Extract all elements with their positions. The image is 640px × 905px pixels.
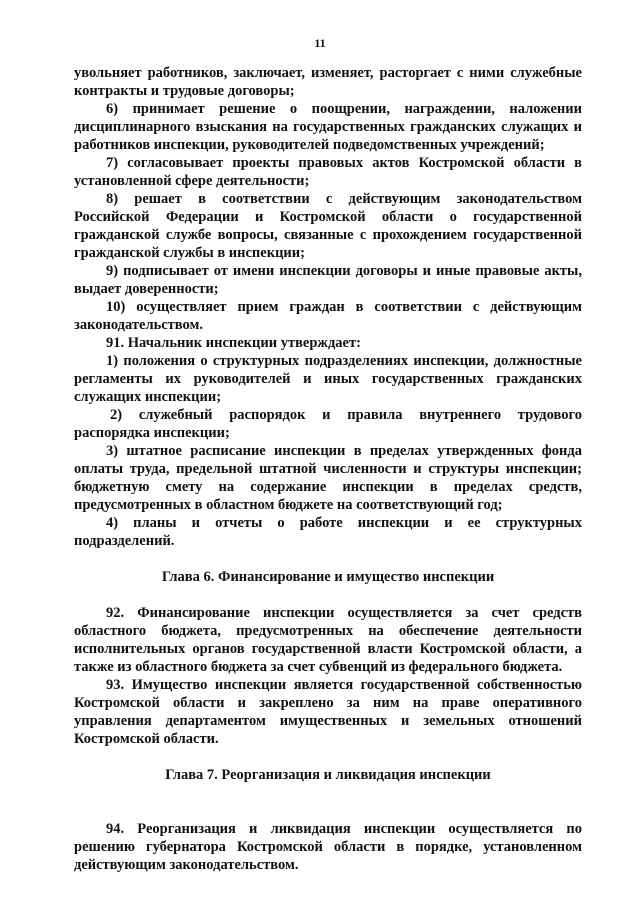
paragraph: 94. Реорганизация и ликвидация инспекции осуществляется по решению губернатора Костромской области в порядке, установленном действующим законодательством. bbox=[74, 821, 582, 873]
page-number: 11 bbox=[314, 36, 326, 50]
paragraph: 7) согласовывает проекты правовых актов Костромской области в установленной сфере деятельности; bbox=[74, 155, 582, 189]
paragraph: 4) планы и отчеты о работе инспекции и ее структурных подразделений. bbox=[74, 515, 582, 549]
paragraph: 3) штатное расписание инспекции в пределах утвержденных фонда оплаты труда, предельной штатной численности и структуры инспекции; бюджетную смету на содержание инспекции в пределах средств, предусмотренных в областном бюджете на соответствующий год; bbox=[74, 443, 582, 513]
paragraph: 93. Имущество инспекции является государственной собственностью Костромской области и закреплено за ним на праве оперативного управления департаментом имущественных и земельных отношений Костромской области. bbox=[74, 677, 582, 747]
chapter-6-heading: Глава 6. Финансирование и имущество инспекции bbox=[161, 569, 495, 585]
paragraph: 8) решает в соответствии с действующим законодательством Российской Федерации и Костромской области о государственной гражданской службе вопросы, связанные с прохождением государственной гражданской службы в инспекции; bbox=[74, 191, 582, 261]
paragraph: 9) подписывает от имени инспекции договоры и иные правовые акты, выдает доверенности; bbox=[74, 263, 582, 297]
chapter-7-heading: Глава 7. Реорганизация и ликвидация инспекции bbox=[165, 767, 491, 783]
paragraph: 91. Начальник инспекции утверждает: bbox=[106, 335, 361, 351]
paragraph: 1) положения о структурных подразделениях инспекции, должностные регламенты их руководителей и иных государственных гражданских служащих инспекции; bbox=[74, 353, 582, 405]
paragraph: увольняет работников, заключает, изменяет, расторгает с ними служебные контракты и трудовые договоры; bbox=[74, 65, 582, 99]
paragraph: 2) служебный распорядок и правила внутреннего трудового распорядка инспекции; bbox=[74, 407, 582, 441]
paragraph: 6) принимает решение о поощрении, награждении, наложении дисциплинарного взыскания на государственных гражданских служащих и работников инспекции, руководителей подведомственных учреждений; bbox=[74, 101, 582, 153]
paragraph: 92. Финансирование инспекции осуществляется за счет средств областного бюджета, предусмотренных на обеспечение деятельности исполнительных органов государственной власти Костромской области, а также из областного бюджета за счет субвенций из федерального бюджета. bbox=[74, 605, 582, 675]
document-body bbox=[74, 64, 582, 874]
paragraph: 10) осуществляет прием граждан в соответствии с действующим законодательством. bbox=[74, 299, 582, 333]
